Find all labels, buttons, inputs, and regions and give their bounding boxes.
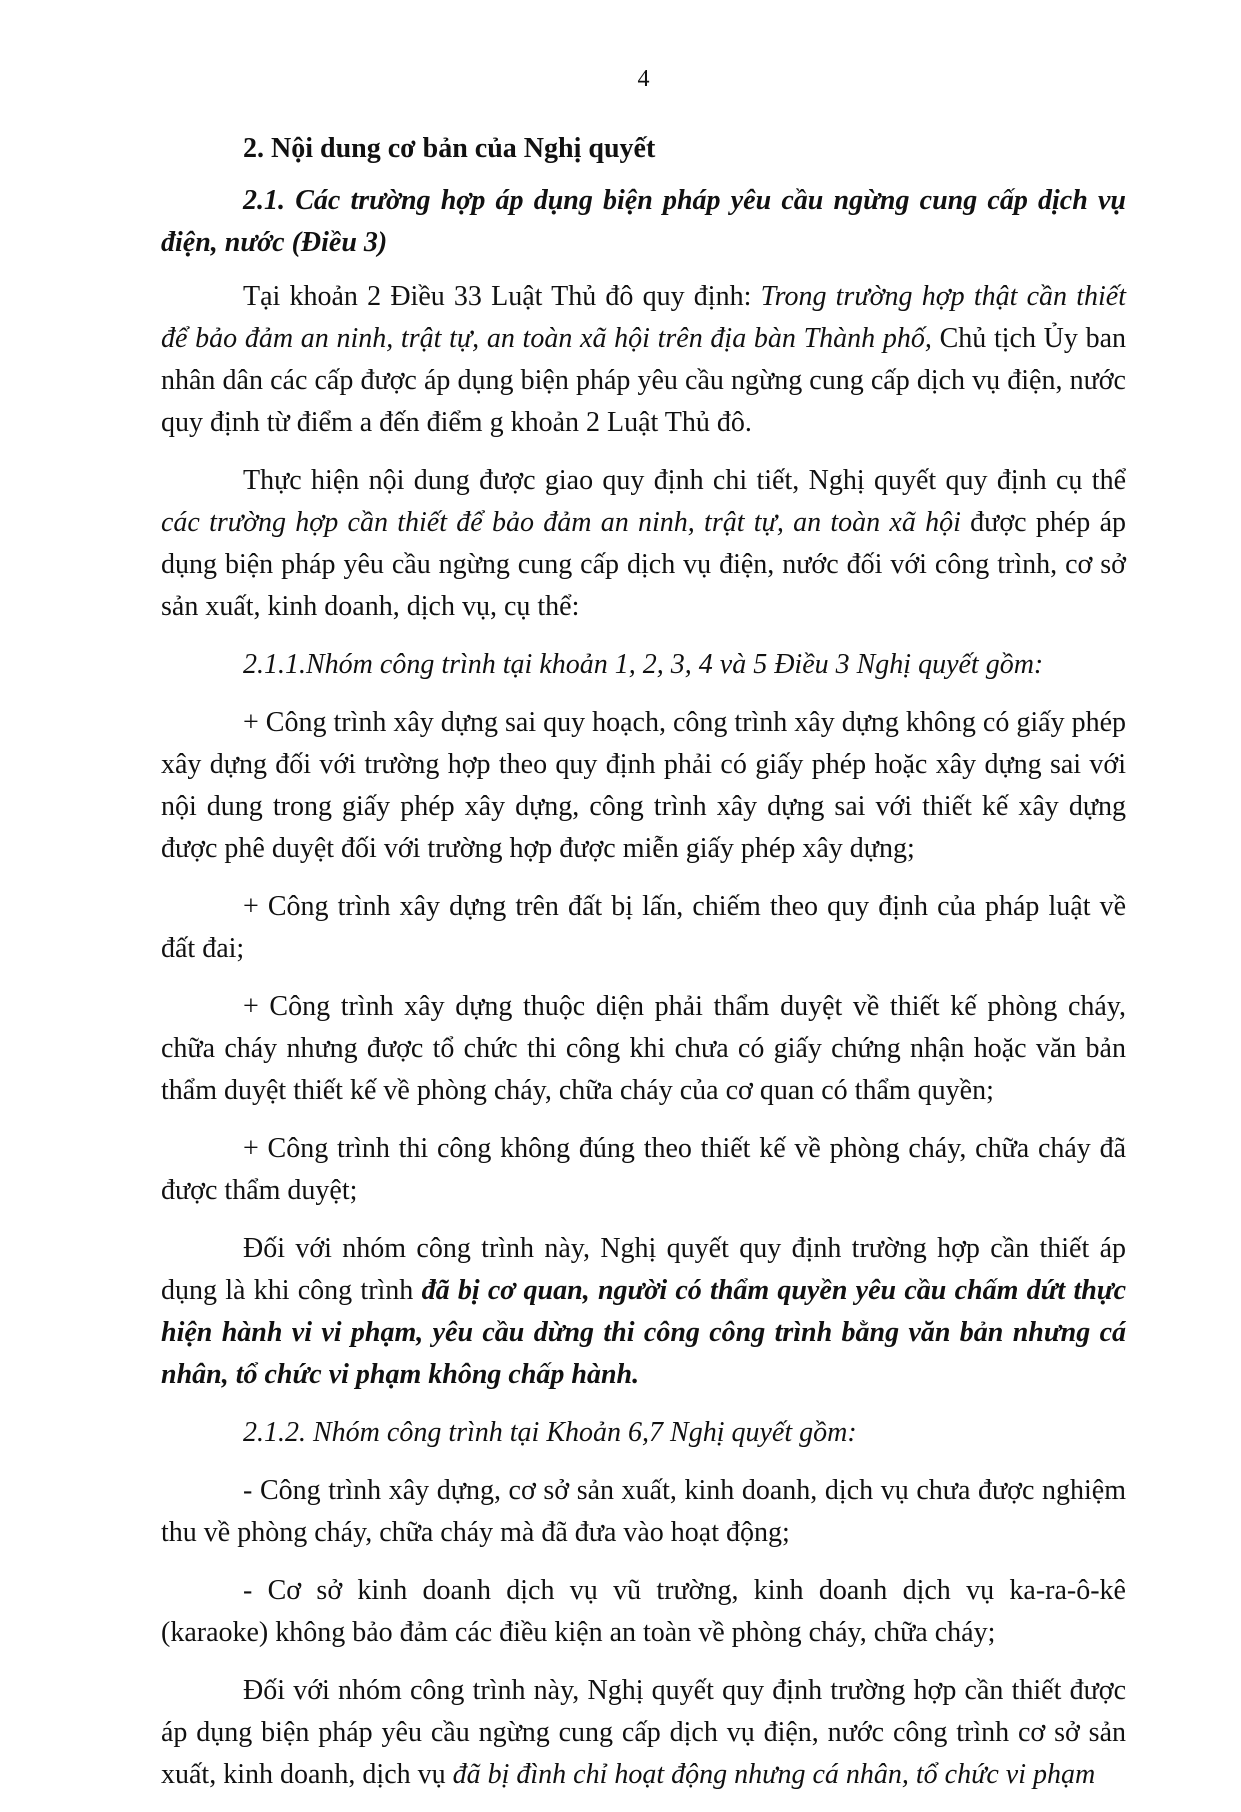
page-number: 4 xyxy=(637,66,650,92)
group1-item: + Công trình xây dựng sai quy hoạch, công trình xây dựng không có giấy phép xây dựng đối với trường hợp theo quy định phải có giấy phép hoặc xây dựng sai với nội dung trong giấy phép xây dựng, công trình xây dựng sai với thiết kế xây dựng được phê duyệt đối với trường hợp được miễn giấy phép xây dựng; xyxy=(161,707,1126,864)
para1-italic: Trong trường hợp thật cần thiết để bảo đảm an ninh, trật tự, an toàn xã hội trên địa bàn Thành phố, xyxy=(161,281,1126,354)
group2-note-emphasis: đã bị đình chỉ hoạt động nhưng cá nhân, tổ chức vi phạm xyxy=(452,1759,1096,1790)
paragraph-law-quote xyxy=(161,276,1126,444)
group1-item: + Công trình xây dựng trên đất bị lấn, chiếm theo quy định của pháp luật về đất đai; xyxy=(161,891,1126,964)
group1-item: + Công trình xây dựng thuộc diện phải thẩm duyệt về thiết kế phòng cháy, chữa cháy nhưng được tổ chức thi công khi chưa có giấy chứng nhận hoặc văn bản thẩm duyệt thiết kế về phòng cháy, chữa cháy của cơ quan có thẩm quyền; xyxy=(161,991,1126,1106)
group1-note xyxy=(161,1228,1126,1396)
group1-note-emphasis: đã bị cơ quan, người có thẩm quyền yêu cầu chấm dứt thực hiện hành vi vi phạm, yêu cầu dừng thi công công trình bằng văn bản nhưng cá nhân, tổ chức vi phạm không chấp hành. xyxy=(161,1275,1126,1390)
para1-intro: Tại khoản 2 Điều 33 Luật Thủ đô quy định: xyxy=(243,281,761,312)
group2-note-intro: Đối với nhóm công trình này, Nghị quyết quy định trường hợp cần thiết được áp dụng biện pháp yêu cầu ngừng cung cấp dịch vụ điện, nước công trình cơ sở sản xuất, kinh doanh, dịch vụ xyxy=(161,1675,1126,1790)
group1-item: + Công trình thi công không đúng theo thiết kế về phòng cháy, chữa cháy đã được thẩm duyệt; xyxy=(161,1133,1126,1206)
group2-item: - Công trình xây dựng, cơ sở sản xuất, kinh doanh, dịch vụ chưa được nghiệm thu về phòng cháy, chữa cháy mà đã đưa vào hoạt động; xyxy=(161,1475,1126,1548)
para2-intro: Thực hiện nội dung được giao quy định chi tiết, Nghị quyết quy định cụ thể xyxy=(243,465,1126,496)
group2-item: - Cơ sở kinh doanh dịch vụ vũ trường, kinh doanh dịch vụ ka-ra-ô-kê (karaoke) không bảo đảm các điều kiện an toàn về phòng cháy, chữa cháy; xyxy=(161,1575,1126,1648)
document-page xyxy=(161,0,1127,1790)
group1-title: 2.1.1.Nhóm công trình tại khoản 1, 2, 3, 4 và 5 Điều 3 Nghị quyết gồm: xyxy=(243,649,1044,680)
subsection-heading: 2.1. Các trường hợp áp dụng biện pháp yêu cầu ngừng cung cấp dịch vụ điện, nước (Điều 3) xyxy=(161,185,1126,258)
group2-title: 2.1.2. Nhóm công trình tại Khoản 6,7 Nghị quyết gồm: xyxy=(243,1417,857,1448)
group2-note xyxy=(161,1670,1126,1796)
para1-rest: Chủ tịch Ủy ban nhân dân các cấp được áp dụng biện pháp yêu cầu ngừng cung cấp dịch vụ điện, nước quy định từ điểm a đến điểm g khoản 2 Luật Thủ đô. xyxy=(161,323,1127,438)
para2-italic: các trường hợp cần thiết để bảo đảm an ninh, trật tự, an toàn xã hội xyxy=(161,507,961,538)
section-heading: 2. Nội dung cơ bản của Nghị quyết xyxy=(243,133,656,164)
document-body xyxy=(161,128,1126,1812)
group1-note-intro: Đối với nhóm công trình này, Nghị quyết quy định trường hợp cần thiết áp dụng là khi công trình xyxy=(161,1233,1126,1306)
para2-rest: được phép áp dụng biện pháp yêu cầu ngừng cung cấp dịch vụ điện, nước đối với công trình, cơ sở sản xuất, kinh doanh, dịch vụ, cụ thể: xyxy=(161,507,1126,622)
paragraph-implementation xyxy=(161,460,1126,628)
